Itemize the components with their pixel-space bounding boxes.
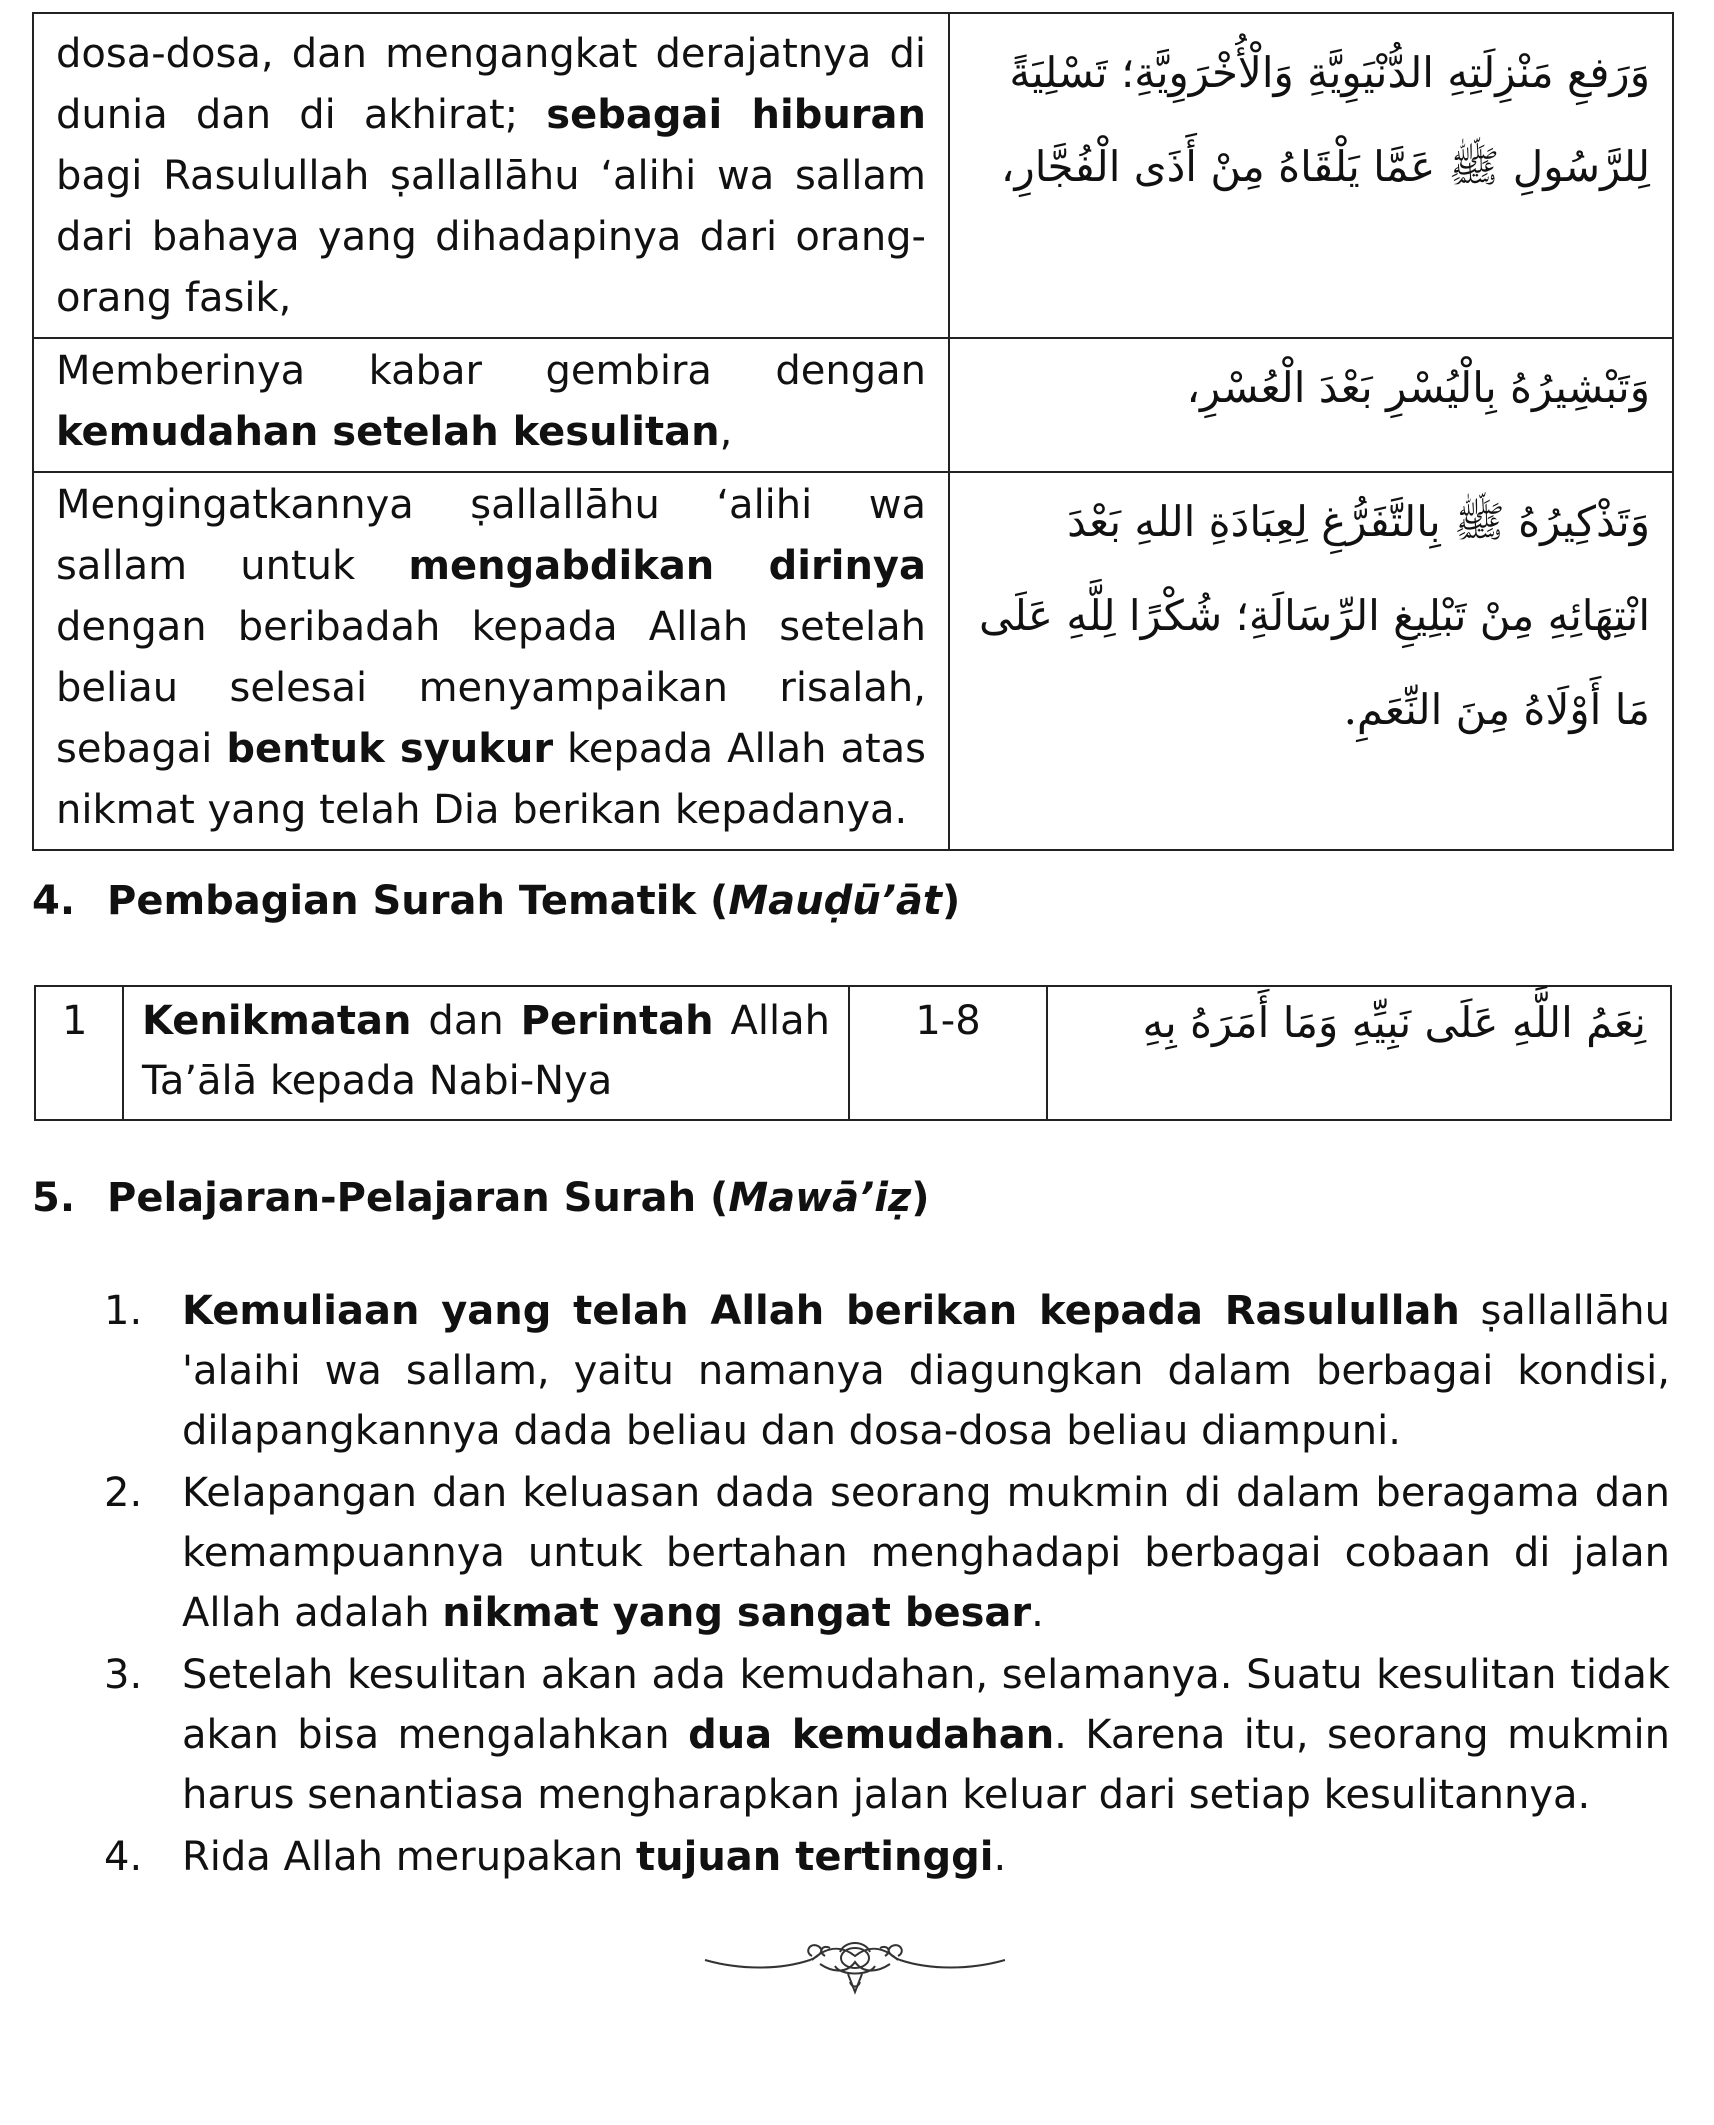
table-row: [35, 986, 1671, 1120]
bold-text-segment: nikmat yang sangat besar: [442, 1590, 1032, 1636]
text-segment: Mengingatkannya ṣallallāhu ‘alihi wa sallam untuk: [56, 482, 926, 589]
list-item: [104, 1281, 1670, 1461]
section-title: Pembagian Surah Tematik (: [107, 878, 729, 924]
lessons-list: [104, 1281, 1670, 1889]
row-number-cell: 1: [35, 986, 123, 1120]
verse-range-cell: 1-8: [849, 986, 1047, 1120]
list-number: 3.: [104, 1652, 143, 1698]
section-title-end: ): [911, 1175, 930, 1221]
topic-cell: [123, 986, 849, 1120]
table-row: [33, 338, 1673, 472]
text-segment: . Karena itu, seorang mukmin harus senantiasa mengharapkan jalan keluar dari setiap kesulitannya.: [182, 1712, 1670, 1818]
list-number: 2.: [104, 1470, 143, 1516]
text-segment: ,: [719, 409, 733, 455]
text-segment: dengan beribadah kepada Allah setelah beliau selesai menyampaikan risalah, sebagai: [56, 604, 926, 772]
arabic-text: وَرَفعِ مَنْزِلَتِهِ الدُّنْيَوِيَّةِ وَالْأُخْرَوِيَّةِ؛ تَسْلِيَةً لِلرَّسُولِ ﷺ عَمَّا يَلْقَاهُ مِنْ أَذَى الْفُجَّارِ،: [1000, 48, 1650, 191]
text-segment: Setelah kesulitan akan ada kemudahan, selamanya. Suatu kesulitan tidak akan bisa mengalahkan: [182, 1652, 1670, 1758]
text-segment: .: [1031, 1590, 1044, 1636]
thematic-division-table: [34, 985, 1672, 1121]
list-item: [104, 1645, 1670, 1825]
arabic-text: وَتَذْكِيرُهُ ﷺ بِالتَّفَرُّغِ لِعِبَادَةِ اللهِ بَعْدَ انْتِهَائِهِ مِنْ تَبْلِيغِ الرِّسَالَةِ؛ شُكْرًا لِلَّهِ عَلَى مَا أَوْلَاهُ مِنَ النِّعَمِ.: [979, 497, 1650, 734]
bold-text-segment: mengabdikan dirinya: [408, 543, 926, 589]
bold-text-segment: Kenikmatan: [142, 998, 412, 1044]
arabic-text-cell: [949, 13, 1673, 338]
indonesian-text-cell: [33, 338, 949, 472]
list-number: 1.: [104, 1288, 143, 1334]
section-title: Pelajaran-Pelajaran Surah (: [107, 1175, 729, 1221]
text-segment: kepada Allah atas nikmat yang telah Dia berikan kepadanya.: [56, 726, 927, 833]
bold-text-segment: tujuan tertinggi: [636, 1834, 994, 1880]
bold-text-segment: kemudahan setelah kesulitan: [56, 409, 720, 455]
text-segment: dan: [411, 998, 521, 1044]
indonesian-text-cell: [33, 13, 949, 338]
section-title-italic: Mawā’iẓ: [728, 1175, 912, 1221]
text-segment: Allah Ta’ālā kepada Nabi-Nya: [142, 998, 830, 1104]
table-row: [33, 472, 1673, 850]
table-row: [33, 13, 1673, 338]
bold-text-segment: Perintah: [520, 998, 714, 1044]
arabic-text-cell: [949, 338, 1673, 472]
bold-text-segment: Kemuliaan yang telah Allah berikan kepada Rasulullah: [182, 1288, 1460, 1334]
interpretation-table: [32, 12, 1674, 851]
arabic-text: وَتَبْشِيرُهُ بِالْيُسْرِ بَعْدَ الْعُسْرِ،: [1186, 363, 1650, 412]
indonesian-text-cell: [33, 472, 949, 850]
text-segment: Kelapangan dan keluasan dada seorang mukmin di dalam beragama dan kemampuannya untuk bertahan menghadapi berbagai cobaan di jalan Allah adalah: [182, 1470, 1670, 1636]
bold-text-segment: dua kemudahan: [688, 1712, 1055, 1758]
section-number: 5.: [32, 1175, 76, 1221]
text-segment: bagi Rasulullah ṣallallāhu ‘alihi wa sallam dari bahaya yang dihadapinya dari orang-orang fasik,: [56, 153, 926, 321]
bold-text-segment: bentuk syukur: [226, 726, 554, 772]
list-number: 4.: [104, 1834, 143, 1880]
text-segment: dosa-dosa, dan mengangkat derajatnya di dunia dan di akhirat;: [56, 31, 926, 138]
arabic-text-cell: [949, 472, 1673, 850]
bold-text-segment: sebagai hiburan: [546, 92, 926, 138]
section-number: 4.: [32, 878, 76, 924]
section-heading-5: [32, 1168, 930, 1228]
text-segment: Memberinya kabar gembira dengan: [56, 348, 926, 394]
list-item: [104, 1463, 1670, 1643]
section-title-italic: Mauḍū’āt: [728, 878, 943, 924]
text-segment: .: [993, 1834, 1007, 1880]
arabic-topic-cell: نِعَمُ اللَّهِ عَلَى نَبِيِّهِ وَمَا أَمَرَهُ بِهِ: [1047, 986, 1671, 1120]
list-item: [104, 1827, 1670, 1887]
section-heading-4: [32, 871, 960, 931]
divider-ornament-icon: [700, 1930, 1010, 2010]
text-segment: ṣallallāhu 'alaihi wa sallam, yaitu namanya diagungkan dalam berbagai kondisi, dilapangkannya dada beliau dan dosa-dosa beliau diampuni.: [182, 1288, 1670, 1454]
text-segment: Rida Allah merupakan: [182, 1834, 637, 1880]
section-title-end: ): [942, 878, 961, 924]
